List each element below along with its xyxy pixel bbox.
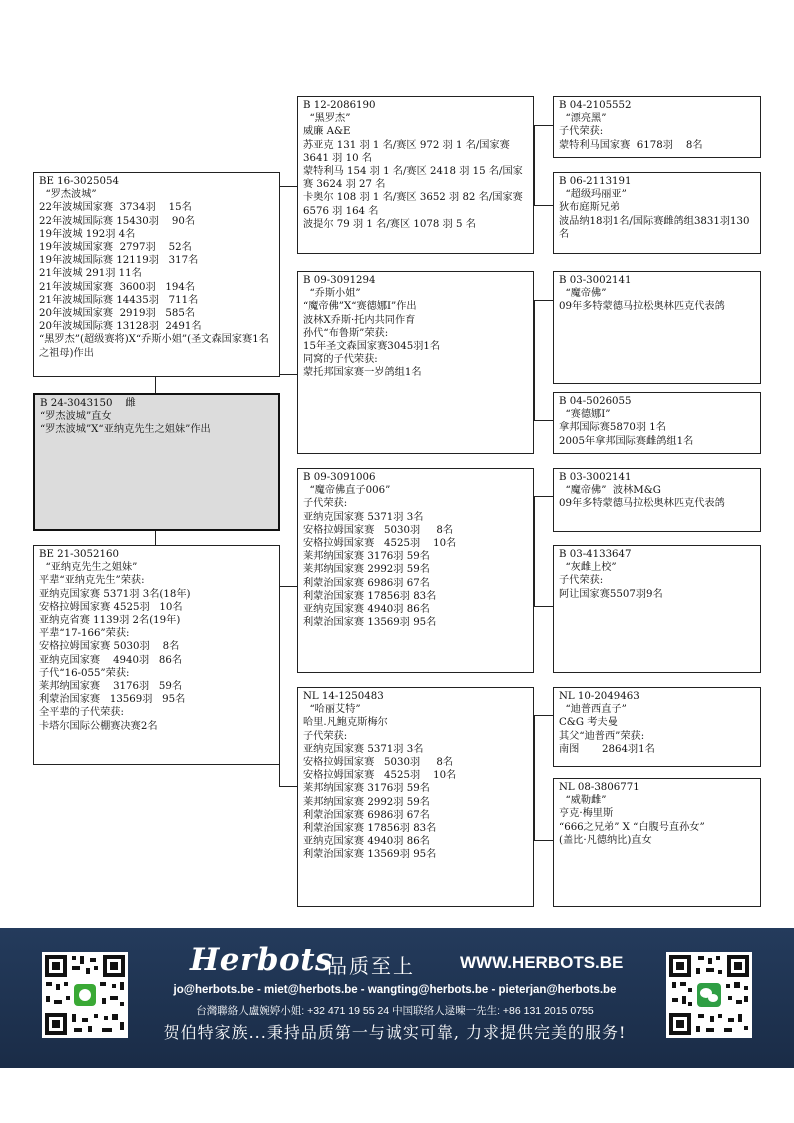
pigeon-name: “超级玛丽亚” <box>559 189 627 201</box>
pedigree-line: (盖比·凡德纳比)直女 <box>559 834 652 846</box>
pigeon-name: “迪普西直子” <box>559 704 627 716</box>
pedigree-line: 19年波城 192羽 4名 <box>39 228 136 240</box>
pedigree-line: 亚纳克国家赛 5371羽 3名(18年) <box>39 588 191 600</box>
family-tagline: 贺伯特家族...秉持品质第一与诚实可靠, 力求提供完美的服务! <box>163 1023 627 1042</box>
pigeon-name: “哈丽艾特” <box>303 704 361 716</box>
pedigree-line: 亚纳克国家赛 4940羽 86名 <box>39 654 183 666</box>
pedigree-line: 利蒙治国家赛 13569羽 95名 <box>303 617 437 629</box>
connector <box>534 715 535 840</box>
connector <box>534 496 553 497</box>
pedigree-line: 子代荣获: <box>559 575 604 587</box>
dam-sire-card <box>297 468 534 673</box>
brand-row <box>190 942 624 982</box>
pedigree-line: 21年波城 291羽 11名 <box>39 268 142 280</box>
pedigree-line: 全平辈的子代荣获: <box>39 707 124 719</box>
connector <box>534 125 553 126</box>
pedigree-line: 莱邦纳国家赛 2992羽 59名 <box>303 796 430 808</box>
email-list[interactable]: jo@herbots.be - miet@herbots.be - wangting@herbots.be - pieterjan@herbots.be <box>173 984 617 996</box>
pedigree-line: 亚纳克省赛 1139羽 2名(19年) <box>39 615 181 627</box>
pigeon-name: “魔帝佛直子006” <box>303 485 391 497</box>
pedigree-line: 子代荣获: <box>559 126 604 138</box>
pedigree-line: 21年波城国家赛 3600羽 194名 <box>39 281 196 293</box>
pedigree-line: 2005年拿邦国际赛雌鸽组1名 <box>559 435 694 447</box>
pedigree-line: 卡奥尔 108 羽 1 名/赛区 3652 羽 82 名/国家赛 6576 羽 164 名 <box>303 192 523 217</box>
pedigree-line: “666之兄弟” X “白腹号直孙女” <box>559 821 705 833</box>
pedigree-line: 蒙托邦国家赛一岁鸽组1名 <box>303 367 422 379</box>
contact-phones: 台灣聯絡人盧婉婷小姐: +32 471 19 55 24 中国联络人逯暕一先生: +86 131 2015 0755 <box>196 1005 594 1017</box>
pedigree-line: 拿邦国际赛5870羽 1名 <box>559 422 666 434</box>
connector <box>534 606 553 607</box>
dam-dam-dam-card <box>553 778 761 907</box>
dam-card <box>33 545 280 765</box>
ring-number: B 09-3091294 <box>303 275 376 286</box>
pedigree-line: 安格拉姆国家赛 4525羽 10名 <box>303 538 457 550</box>
brand-slogan: 品质至上 <box>327 954 415 978</box>
connector <box>534 420 553 421</box>
pedigree-line: 莱邦纳国家赛 2992羽 59名 <box>303 564 430 576</box>
ring-number: B 24-3043150 雌 <box>40 398 136 409</box>
connector <box>534 840 553 841</box>
ring-number: B 03-3002141 <box>559 275 632 286</box>
pigeon-name: “灰雌上校” <box>559 562 617 574</box>
sire-dam-sire-card <box>553 271 761 384</box>
pigeon-name: “漂亮黑” <box>559 113 607 125</box>
pedigree-line: 子代荣获: <box>303 730 348 742</box>
pedigree-line: 利蒙治国家赛 13569羽 95名 <box>303 849 437 861</box>
dam-dam-card <box>297 687 534 907</box>
pedigree-line: 波提尔 79 羽 1 名/赛区 1078 羽 5 名 <box>303 218 476 230</box>
dam-dam-sire-card <box>553 687 761 767</box>
pedigree-line: 安格拉姆国家赛 5030羽 8名 <box>303 524 454 536</box>
subject-card <box>33 393 280 531</box>
pedigree-line: 安格拉姆国家赛 5030羽 8名 <box>303 757 454 769</box>
pedigree-line: 22年波城国家赛 3734羽 15名 <box>39 202 192 214</box>
sire-card <box>33 172 280 377</box>
connector <box>155 377 156 394</box>
connector <box>534 125 535 205</box>
pedigree-line: 亨克·梅里斯 <box>559 808 614 820</box>
pedigree-line: 莱邦纳国家赛 3176羽 59名 <box>303 783 430 795</box>
pedigree-line: 孙代“布鲁斯”荣获: <box>303 327 389 339</box>
dam-sire-sire-card <box>553 468 761 532</box>
pedigree-line: 亚纳克国家赛 5371羽 3名 <box>303 511 424 523</box>
pedigree-line: 安格拉姆国家赛 5030羽 8名 <box>39 641 180 653</box>
pedigree-line: 莱邦纳国家赛 3176羽 59名 <box>303 551 430 563</box>
pedigree-line: 波林X乔斯·托内共同作育 <box>303 314 416 326</box>
pedigree-line: 苏亚克 131 羽 1 名/赛区 972 羽 1 名/国家赛 3641 羽 10 名 <box>303 139 510 164</box>
pedigree-line: 09年多特蒙德马拉松奥林匹克代表鸽 <box>559 301 725 313</box>
ring-number: B 04-2105552 <box>559 100 632 111</box>
pedigree-line: 子代荣获: <box>303 498 348 510</box>
pedigree-line: 15年圣文森国家赛3045羽1名 <box>303 341 441 353</box>
sire-dam-card <box>297 271 534 454</box>
sire-sire-card <box>297 96 534 254</box>
pedigree-line: 20年波城国际赛 13128羽 2491名 <box>39 321 202 333</box>
connector <box>155 530 156 546</box>
connector <box>534 300 535 420</box>
pedigree-line: 哈里.凡鲍克斯梅尔 <box>303 717 388 729</box>
pedigree-line: 亚纳克国家赛 4940羽 86名 <box>303 604 430 616</box>
pedigree-line: 利蒙治国家赛 13569羽 95名 <box>39 694 186 706</box>
pedigree-line: “黑罗杰”(超级赛将)X“乔斯小姐”(圣文森国家赛1名之祖母)作出 <box>39 334 269 359</box>
footer-banner <box>0 928 794 1068</box>
pigeon-name: “魔帝佛” <box>559 288 607 300</box>
connector <box>279 786 297 787</box>
connector <box>279 186 297 187</box>
qr-code-left[interactable] <box>42 952 128 1038</box>
pedigree-line: 南图 2864羽1名 <box>559 743 655 755</box>
pedigree-line: 波品纳18羽1名/国际赛雌鸽组3831羽130名 <box>559 215 750 240</box>
ring-number: B 12-2086190 <box>303 100 376 111</box>
ring-number: BE 21-3052160 <box>39 549 119 560</box>
qr-code-right[interactable] <box>666 952 752 1038</box>
connector <box>534 715 553 716</box>
connector <box>534 205 553 206</box>
pedigree-line: 利蒙治国家赛 6986羽 67名 <box>303 577 430 589</box>
herbots-logo: Herbots <box>190 942 333 978</box>
sire-sire-dam-card <box>553 172 761 254</box>
pedigree-line: 威廉 A&E <box>303 126 351 138</box>
sire-sire-sire-card <box>553 96 761 158</box>
ring-number: B 03-4133647 <box>559 549 632 560</box>
pedigree-line: “魔帝佛”X“赛德娜I”作出 <box>303 301 417 313</box>
ring-number: B 09-3091006 <box>303 472 376 483</box>
pedigree-line: 20年波城国家赛 2919羽 585名 <box>39 308 196 320</box>
connector <box>279 374 297 375</box>
pedigree-line: 19年波城国家赛 2797羽 52名 <box>39 242 192 254</box>
pedigree-line: 阿让国家赛5507羽9名 <box>559 588 663 600</box>
pedigree-line: “罗杰波城”X“亚纳克先生之姐妹”作出 <box>40 424 211 436</box>
pedigree-line: 蒙特利马国家赛 6178羽 8名 <box>559 139 703 151</box>
pigeon-name: “亚纳克先生之姐妹” <box>39 562 138 574</box>
pedigree-line: 利蒙治国家赛 6986羽 67名 <box>303 809 430 821</box>
ring-number: NL 08-3806771 <box>559 782 640 793</box>
pigeon-name: “罗杰波城”直女 <box>40 411 112 423</box>
pedigree-line: 平辈“17-166”荣获: <box>39 628 130 640</box>
pigeon-name: “魔帝佛” 波林M&G <box>559 485 661 497</box>
ring-number: B 03-3002141 <box>559 472 632 483</box>
pedigree-line: 亚纳克国家赛 5371羽 3名 <box>303 743 424 755</box>
pedigree-line: 狄布庭斯兄弟 <box>559 202 621 214</box>
ring-number: BE 16-3025054 <box>39 176 119 187</box>
pedigree-line: 安格拉姆国家赛 4525羽 10名 <box>39 601 183 613</box>
pedigree-line: 安格拉姆国家赛 4525羽 10名 <box>303 770 457 782</box>
connector <box>279 586 297 587</box>
connector <box>534 496 535 606</box>
pigeon-name: “黑罗杰” <box>303 113 351 125</box>
pedigree-line: 亚纳克国家赛 4940羽 86名 <box>303 836 430 848</box>
pigeon-name: “乔斯小姐” <box>303 288 361 300</box>
pedigree-line: 莱邦纳国家赛 3176羽 59名 <box>39 681 183 693</box>
pedigree-line: 同窝的子代荣获: <box>303 354 378 366</box>
qr-pattern <box>42 952 128 1038</box>
ring-number: NL 14-1250483 <box>303 691 384 702</box>
sire-dam-dam-card <box>553 392 761 454</box>
dam-sire-dam-card <box>553 545 761 673</box>
pedigree-line: 21年波城国际赛 14435羽 711名 <box>39 294 199 306</box>
pedigree-line: 子代“16-055”荣获: <box>39 667 130 679</box>
website-link[interactable]: WWW.HERBOTS.BE <box>460 953 624 972</box>
ring-number: B 04-5026055 <box>559 396 632 407</box>
pigeon-name: “罗杰波城” <box>39 189 97 201</box>
pedigree-line: 卡塔尔国际公棚赛决赛2名 <box>39 720 158 732</box>
pedigree-line: 09年多特蒙德马拉松奥林匹克代表鸽 <box>559 498 725 510</box>
pedigree-line: 利蒙治国家赛 17856羽 83名 <box>303 823 437 835</box>
pedigree-line: 利蒙治国家赛 17856羽 83名 <box>303 590 437 602</box>
ring-number: NL 10-2049463 <box>559 691 640 702</box>
pedigree-line: 蒙特利马 154 羽 1 名/赛区 2418 羽 15 名/国家赛 3624 羽 27 名 <box>303 166 523 191</box>
ring-number: B 06-2113191 <box>559 176 632 187</box>
connector <box>534 300 553 301</box>
qr-pattern <box>666 952 752 1038</box>
pedigree-line: 19年波城国际赛 12119羽 317名 <box>39 255 199 267</box>
pigeon-name: “威勒雌” <box>559 795 607 807</box>
pedigree-line: 平辈“亚纳克先生”荣获: <box>39 575 145 587</box>
pedigree-line: 22年波城国际赛 15430羽 90名 <box>39 215 196 227</box>
pigeon-name: “赛德娜I” <box>559 409 611 421</box>
pedigree-line: 其父“迪普西”荣获: <box>559 730 645 742</box>
pedigree-line: C&G 考夫曼 <box>559 717 618 729</box>
